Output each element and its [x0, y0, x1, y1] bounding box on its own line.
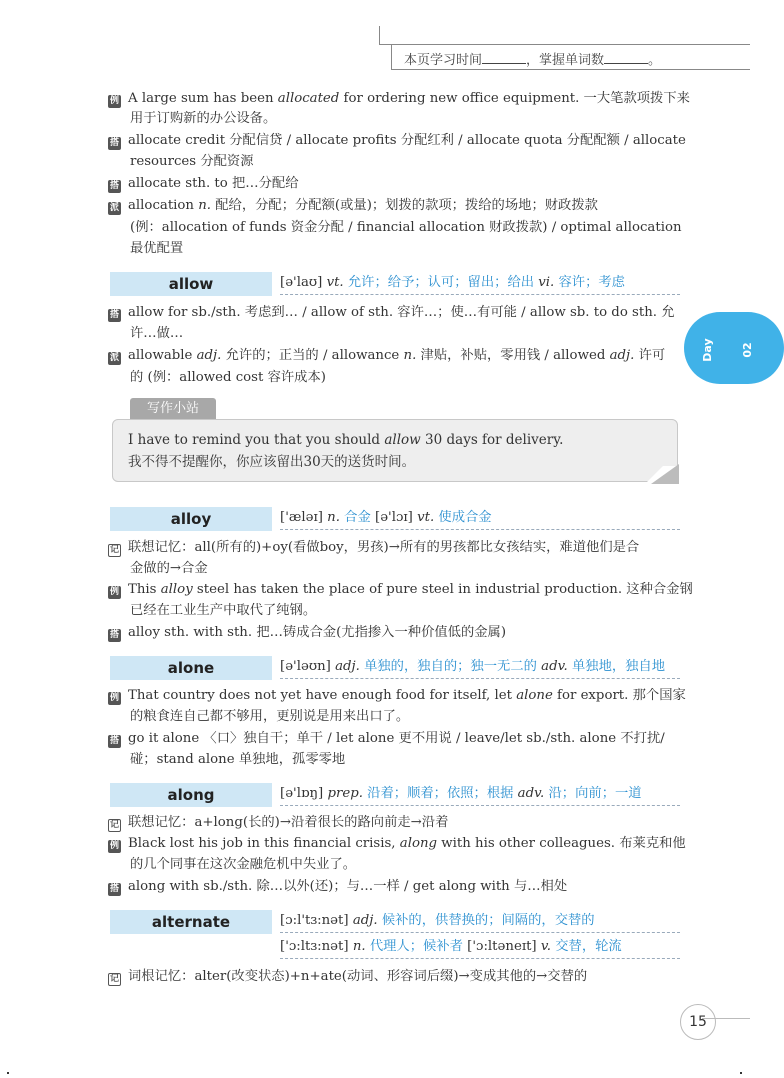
memory-icon: 记: [109, 974, 119, 984]
text: 允许的；正当的 / allowance: [221, 348, 404, 363]
pos: n.: [403, 348, 417, 363]
text: 30 days for delivery.: [420, 432, 564, 448]
pos: adj.: [335, 659, 360, 674]
collocation-icon: 搭: [109, 138, 119, 148]
definition-alternate-2: [280, 936, 680, 959]
writing-english: [128, 430, 563, 450]
text: alloy sth. with sth. 把…铸成合金(尤指掺入一种价值低的金属): [128, 625, 507, 640]
pos: n.: [327, 510, 340, 525]
word-count-blank[interactable]: [604, 51, 648, 64]
example-translation: 的几个同事在这次金融危机中失业了。: [130, 857, 357, 872]
crop-mark: [7, 1072, 9, 1074]
memory-icon: 记: [109, 545, 119, 555]
phrase-line: [108, 302, 680, 324]
ipa: ['ɔ:ltəneɪt]: [467, 939, 541, 954]
collocation-cont: resources 分配资源: [130, 154, 254, 169]
study-record-box: [391, 44, 750, 70]
page-number: 15: [680, 1004, 716, 1040]
italic-word: allocated: [277, 91, 340, 106]
headword-allow: allow: [110, 272, 272, 296]
text: with his other colleagues. 布莱克和他: [437, 836, 686, 851]
italic-word: along: [399, 836, 438, 851]
memory-icon: 记: [109, 820, 119, 830]
header-end: 。: [648, 53, 662, 68]
derivative-cont: (例：allocation of funds 资金分配 / financial allocation 财政拨款) / optimal allocation: [130, 220, 682, 235]
text: 配给，分配；分配额(或量)；划拨的款项；拨给的场地；财政拨款: [211, 198, 598, 213]
definition-along: [280, 783, 680, 806]
writing-badge: 写作小站: [130, 398, 216, 419]
definition-alternate-1: [280, 910, 680, 933]
phrase-icon: 搭: [109, 884, 119, 894]
headword-alone: alone: [110, 656, 272, 680]
phrase-line: [108, 622, 680, 644]
writing-chinese: 我不得不提醒你，你应该留出30天的送货时间。: [128, 454, 416, 470]
study-time-blank[interactable]: [482, 51, 526, 64]
text: go it alone 〈口〉独自干；单干 / let alone 更不用说 / leave/let sb./sth. alone 不打扰/: [128, 731, 665, 746]
memory-line: [108, 537, 680, 559]
derivative-line: [108, 195, 680, 217]
text: allocate credit 分配信贷 / allocate profits 分配红利 / allocate quota 分配配额 / allocate: [128, 133, 686, 148]
phrase-icon: 搭: [109, 630, 119, 640]
page-fold: [651, 464, 679, 484]
phrase-icon: 搭: [109, 181, 119, 191]
derivative-icon: 派: [109, 353, 119, 363]
word-count-label: ，掌握单词数: [526, 53, 605, 68]
ipa: ['ɔ:ltɜ:nət]: [280, 939, 353, 954]
memory-line: [108, 812, 680, 834]
crop-mark: [740, 1072, 742, 1074]
meaning: 单独地，独自地: [567, 659, 666, 674]
ipa: [ə'ləʊn]: [280, 659, 336, 674]
meaning: 允许；给予；认可；留出；给出: [343, 275, 539, 290]
text: steel has taken the place of pure steel in industrial production. 这种合金钢: [192, 582, 693, 597]
example-icon: 例: [109, 96, 119, 106]
text: 联想记忆：a+long(长的)→沿着很长的路向前走→沿着: [128, 815, 449, 830]
pos: vi.: [538, 275, 555, 290]
example-icon: 例: [109, 587, 119, 597]
text: along with sb./sth. 除…以外(还)；与…一样 / get along with 与…相处: [128, 879, 568, 894]
example-translation: 已经在工业生产中取代了纯钢。: [130, 603, 317, 618]
text: 津贴，补贴，零用钱 / allowed: [416, 348, 610, 363]
text: 联想记忆：all(所有的)+oy(看做boy，男孩)→所有的男孩都比女孩结实，难道他们是合: [128, 540, 640, 555]
pos: adj.: [196, 348, 222, 363]
meaning: 合金: [339, 510, 375, 525]
ipa: ['æləɪ]: [280, 510, 328, 525]
example-line: [108, 833, 686, 855]
example-icon: 例: [109, 841, 119, 851]
derivative-icon: 派: [109, 203, 119, 213]
pos: n.: [352, 939, 366, 954]
collocation-line: [108, 130, 686, 152]
text: Black lost his job in this financial crisis,: [128, 836, 400, 851]
phrase-cont: 许…做…: [130, 326, 184, 341]
pos: vt.: [326, 275, 344, 290]
headword-alloy: alloy: [110, 507, 272, 531]
day-tab-label: Day 02: [701, 338, 754, 362]
meaning: 使成合金: [434, 510, 492, 525]
study-time-label: 本页学习时间: [404, 53, 483, 68]
ipa: [ə'laʊ]: [280, 275, 327, 290]
meaning: 容许；考虑: [554, 275, 625, 290]
writing-note: [112, 419, 678, 482]
phrase-line: [108, 173, 680, 195]
pos: vt.: [417, 510, 435, 525]
meaning: 代理人；候补者: [365, 939, 468, 954]
phrase-line: [108, 876, 680, 898]
text: allocation: [128, 198, 199, 213]
phrase-icon: 搭: [109, 310, 119, 320]
memory-line: [108, 966, 680, 988]
text: allow for sb./sth. 考虑到… / allow of sth. 容许…；使…有可能 / allow sb. to do sth. 允: [128, 305, 675, 320]
ipa: [ə'lɒŋ]: [280, 786, 328, 801]
headword-along: along: [110, 783, 272, 807]
pos: adv.: [541, 659, 568, 674]
pos: adj.: [609, 348, 635, 363]
text: allowable: [128, 348, 197, 363]
example-icon: 例: [109, 693, 119, 703]
ipa: [ə'lɔɪ]: [375, 510, 418, 525]
meaning: 单独的，独自的；独一无二的: [359, 659, 542, 674]
meaning: 候补的，供替换的；间隔的，交替的: [377, 913, 595, 928]
pos: n.: [198, 198, 212, 213]
text: This: [128, 582, 161, 597]
definition-alone: [280, 656, 680, 679]
derivative-line: [108, 345, 680, 367]
text: I have to remind you that you should: [128, 432, 385, 448]
ipa: [ɔ:l'tɜ:nət]: [280, 913, 353, 928]
headword-alternate: alternate: [110, 910, 272, 934]
derivative-cont: 最优配置: [130, 241, 184, 256]
text: A large sum has been: [128, 91, 278, 106]
example-translation: 用于订购新的办公设备。: [130, 111, 277, 126]
phrase-cont: 碰；stand alone 单独地，孤零零地: [130, 752, 346, 767]
definition-alloy: [280, 507, 680, 530]
text: for export. 那个国家: [552, 688, 686, 703]
text: allocate sth. to 把…分配给: [128, 176, 299, 191]
derivative-cont: 的 (例：allowed cost 容许成本): [130, 370, 326, 385]
header-divider: [379, 26, 380, 44]
definition-allow: [280, 272, 680, 295]
text: for ordering new office equipment. 一大笔款项拨下来: [339, 91, 690, 106]
pos: v.: [540, 939, 552, 954]
pos: adj.: [352, 913, 378, 928]
pos: prep.: [327, 786, 363, 801]
italic-word: alloy: [160, 582, 193, 597]
italic-word: alone: [516, 688, 553, 703]
text: That country does not yet have enough food for itself, let: [128, 688, 517, 703]
phrase-line: [108, 728, 680, 750]
example-line: [108, 685, 686, 707]
meaning: 交替，轮流: [551, 939, 622, 954]
meaning: 沿着；顺着；依照；根据: [362, 786, 518, 801]
example-line: [108, 88, 690, 110]
text: 许可: [634, 348, 666, 363]
italic-word: allow: [384, 432, 421, 448]
phrase-icon: 搭: [109, 736, 119, 746]
pos: adv.: [517, 786, 545, 801]
example-line: [108, 579, 693, 601]
example-translation: 的粮食连自己都不够用，更别说是用来出口了。: [130, 709, 410, 724]
meaning: 沿；向前；一道: [544, 786, 642, 801]
memory-cont: 金做的→合金: [130, 561, 208, 576]
text: 词根记忆：alter(改变状态)+n+ate(动词、形容词后缀)→变成其他的→交替的: [128, 969, 588, 984]
